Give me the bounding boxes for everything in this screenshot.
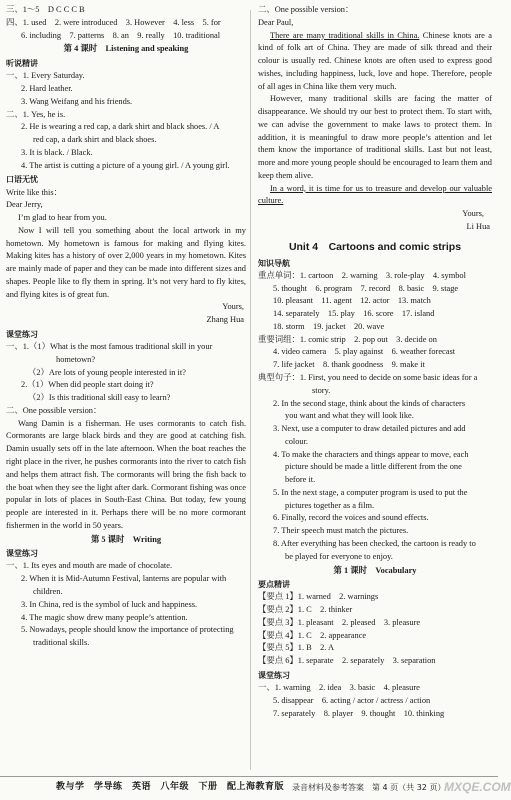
answer-line: hometown? xyxy=(56,354,96,364)
answer-line: 三、1～5 D C C C B xyxy=(6,5,85,14)
answer-line: 14. separately 15. play 16. score 17. island xyxy=(273,309,435,319)
section-heading: 课堂练习 xyxy=(6,549,38,559)
section-heading: 要点精讲 xyxy=(258,580,290,590)
unit-title: Unit 4 Cartoons and comic strips xyxy=(288,240,462,253)
answer-line: （2）Are lots of young people interested in it? xyxy=(28,367,186,377)
answer-line: 6. including 7. patterns 8. an 9. really 10. traditional xyxy=(21,30,221,40)
answer-line: 5. Nowadays, people should know the importance of protecting xyxy=(21,625,234,635)
answer-line: 一、1. Its eyes and mouth are made of chocolate. xyxy=(6,561,173,571)
section-heading: 听说精讲 xyxy=(6,59,38,69)
answer-line: 3. Wang Weifang and his friends. xyxy=(21,96,133,106)
letter-paragraph: However, many traditional skills are facing the matter of disappearance. We should try our best to protect them. To start with, we can advise the government to make laws to protect them. In addition, it is meaningful to draw more people’s attention and let them know the importance of traditional skills. Last but not least, more and more young people should be encouraged to learn them and keep them alive. xyxy=(258,94,492,180)
answer-line: 一、1.（1）What is the most famous traditional skill in your xyxy=(6,342,213,352)
answer-line: 2. Hard leather. xyxy=(21,83,73,93)
answer-line: 5. disappear 6. acting / actor / actress / action xyxy=(273,695,431,705)
answer-line: 7. life jacket 8. thank goodness 9. make it xyxy=(273,360,425,370)
letter-paragraph: In a word, it is time for us to treasure and develop our valuable culture. xyxy=(258,183,492,206)
letter-closing: Yours, xyxy=(462,209,484,219)
answer-line: 6. Finally, record the voices and sound effects. xyxy=(273,513,429,523)
answer-line: colour. xyxy=(285,436,309,446)
answer-line: 3. In China, red is the symbol of luck and happiness. xyxy=(21,599,198,609)
answer-line: traditional skills. xyxy=(33,638,90,648)
letter-signature: Zhang Hua xyxy=(206,315,244,325)
section-heading: 知识导航 xyxy=(258,258,290,268)
answer-line: 5. thought 6. program 7. record 8. basic 9. stage xyxy=(273,283,459,293)
answer-line: 3. Next, use a computer to draw detailed pictures and add xyxy=(273,424,466,434)
section-heading: 口语无忧 xyxy=(6,175,38,185)
answer-line: 7. separately 8. player 9. thought 10. thinking xyxy=(273,708,445,718)
answer-line: 【要点 3】1. pleasant 2. pleased 3. pleasure xyxy=(258,617,421,627)
answer-line: 4. To make the characters and things appear to move, each xyxy=(273,449,469,459)
answer-line: 【要点 4】1. C 2. appearance xyxy=(258,630,367,640)
letter-closing: Yours, xyxy=(222,302,244,312)
letter-greeting: Dear Jerry, xyxy=(6,200,43,210)
column-divider xyxy=(250,10,251,770)
answer-line: story. xyxy=(312,385,331,395)
answer-line: 典型句子：1. First, you need to decide on some basic ideas for a xyxy=(258,373,478,383)
answer-line: 一、1. Every Saturday. xyxy=(6,71,85,81)
answer-line: before it. xyxy=(285,475,316,485)
answer-line: 5. In the next stage, a computer program is used to put the xyxy=(273,487,468,497)
answer-line: 2. He is wearing a red cap, a dark shirt and black shoes. / A xyxy=(21,122,220,132)
answer-line: be played for everyone to enjoy. xyxy=(285,551,393,561)
answer-line: 2.（1）When did people start doing it? xyxy=(21,380,154,390)
answer-line: 【要点 6】1. separate 2. separately 3. separation xyxy=(258,656,436,666)
answer-line: 2. When it is Mid-Autumn Festival, lanterns are popular with xyxy=(21,574,227,584)
answer-line: 2. In the second stage, think about the kinds of characters xyxy=(273,398,466,408)
answer-line: 3. It is black. / Black. xyxy=(21,147,93,157)
answer-line: 4. The magic show drew many people’s attention. xyxy=(21,612,188,622)
letter-line: I’m glad to hear from you. xyxy=(18,213,107,223)
section-heading: 课堂练习 xyxy=(258,671,290,681)
answer-line: 10. pleasant 11. agent 12. actor 13. match xyxy=(273,296,431,306)
answer-line: 8. After everything has been checked, the cartoon is ready to xyxy=(273,538,476,548)
answer-line: 【要点 2】1. C 2. thinker xyxy=(258,605,353,615)
letter-text: Chinese knots are a kind of folk art of China. They are made of silk thread and their colour is usually red. Chinese knots are often used to express good wishes, including happiness, luck, love and hope. Therefore, people of all ages in China like them very much. xyxy=(258,30,492,91)
page-number: 录音材料及参考答案 第 4 页（共 32 页） xyxy=(292,783,446,792)
book-title: 教与学 学导练 英语 八年级 下册 配上海教育版 xyxy=(56,782,285,792)
lesson-heading: 第 5 课时 Writing xyxy=(90,534,162,544)
underlined-sentence: There are many traditional skills in China. xyxy=(270,30,420,40)
answer-line: （2）Is this traditional skill easy to learn? xyxy=(28,393,171,403)
answer-line: 二、One possible version： xyxy=(258,5,354,14)
right-column xyxy=(258,4,492,720)
answer-line: 18. storm 19. jacket 20. wave xyxy=(273,321,385,331)
answer-line: 【要点 1】1. warned 2. warnings xyxy=(258,592,379,602)
answer-line: red cap, a dark shirt and black shoes. xyxy=(33,135,157,145)
watermark: MXQE.COM xyxy=(444,780,511,794)
answer-line: children. xyxy=(33,587,63,597)
lesson-heading: 第 1 课时 Vocabulary xyxy=(333,565,417,575)
letter-paragraph xyxy=(258,30,492,94)
letter-paragraph: Now I will tell you something about the local artwork in my hometown. My hometown is famous for making and flying kites. Making kites has a history of over 2,000 years in my hometown. Kites are mainly made of paper and they can be made into different sizes and shapes. People like to fly them in spring. It’s not very hard to fly kites, and flying kites is of great fun. xyxy=(6,225,246,299)
left-column xyxy=(6,4,246,650)
section-heading: 课堂练习 xyxy=(6,329,38,339)
answer-line: 二、One possible version： xyxy=(6,405,102,415)
answer-line: you want and what they will look like. xyxy=(285,411,414,421)
page-footer xyxy=(0,776,498,799)
answer-line: 4. The artist is cutting a picture of a young girl. / A young girl. xyxy=(21,160,230,170)
answer-line: 一、1. warning 2. idea 3. basic 4. pleasure xyxy=(258,683,420,693)
answer-line: 四、1. used 2. were introduced 3. However 4. less 5. for xyxy=(6,17,221,27)
lesson-heading: 第 4 课时 Listening and speaking xyxy=(63,44,189,54)
letter-greeting: Dear Paul, xyxy=(258,17,294,27)
answer-line: Write like this： xyxy=(6,187,62,197)
answer-line: 7. Their speech must match the pictures. xyxy=(273,526,409,536)
answer-line: picture should be made a little different from the one xyxy=(285,462,462,472)
letter-signature: Li Hua xyxy=(466,222,490,232)
answer-line: 【要点 5】1. B 2. A xyxy=(258,643,335,653)
answer-line: 重点单词：1. cartoon 2. warning 3. role-play 4. symbol xyxy=(258,270,466,280)
answer-line: pictures together as a film. xyxy=(285,500,375,510)
answer-line: 4. video camera 5. play against 6. weather forecast xyxy=(273,347,456,357)
essay-paragraph: Wang Damin is a fisherman. He uses cormorants to catch fish. Cormorants are large black birds and they are good at catching fish. Damin usually sets off in the late afternoon. When the boat reaches the right place in the river, he pushes cormorants into the river to catch fish and helps them attract fish. The cormorants will bring the fish back to the boat when they see the light after dark. Cormorant fishing was once popular in lots of places in South-East China. But today, few young people are interested in it. Perhaps there will be no more cormorant fishermen in the world in 50 years. xyxy=(6,418,246,530)
answer-line: 二、1. Yes, he is. xyxy=(6,109,66,119)
answer-line: 重要词组：1. comic strip 2. pop out 3. decide on xyxy=(258,334,437,344)
